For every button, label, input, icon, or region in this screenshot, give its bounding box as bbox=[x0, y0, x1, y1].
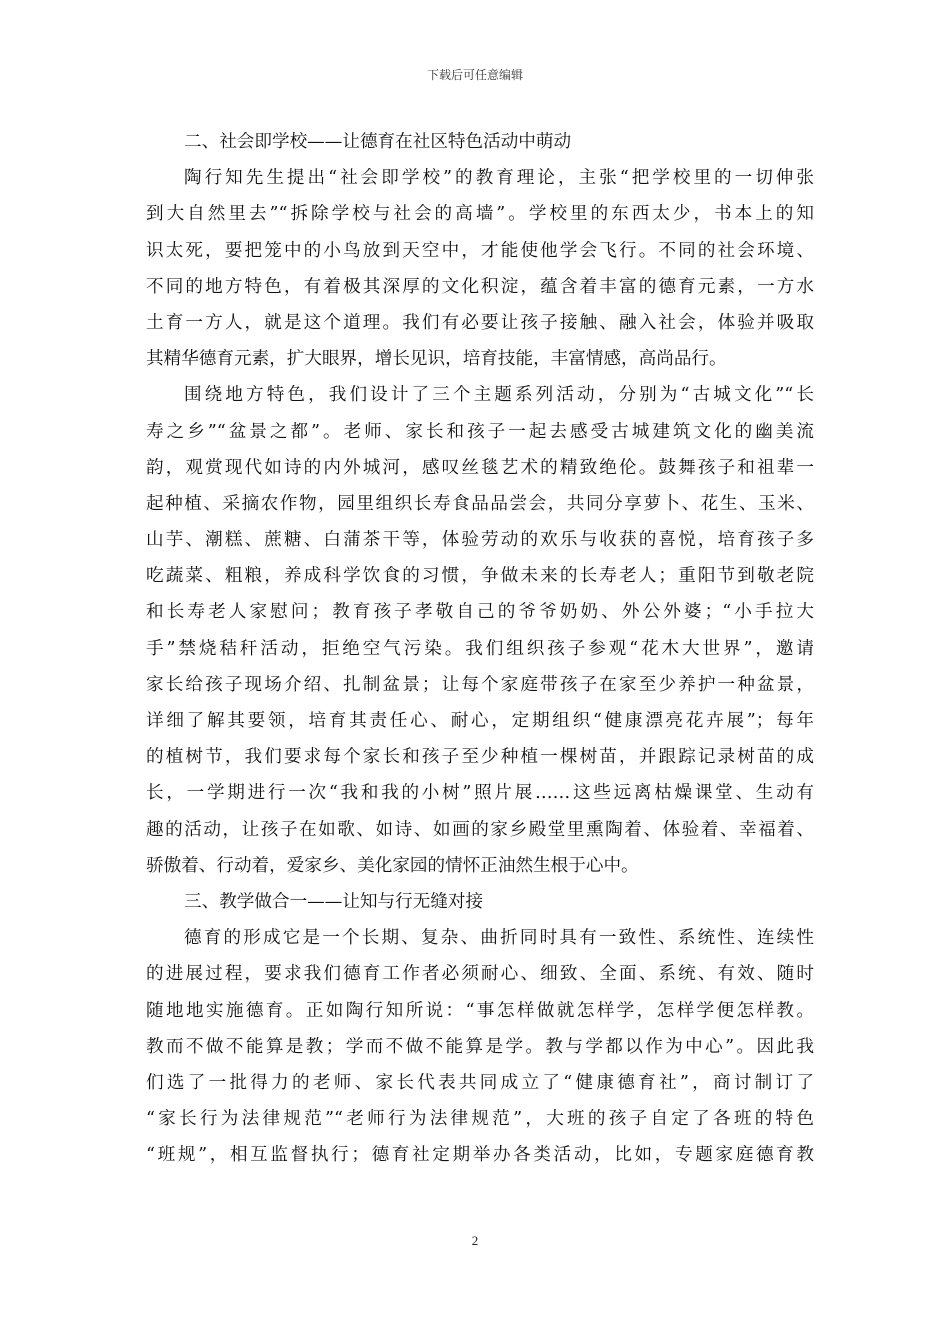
paragraph-line: 土育一方人，就是这个道理。我们有必要让孩子接触、融入社会，体验并吸取 bbox=[146, 312, 814, 333]
document-body bbox=[146, 124, 814, 1173]
paragraph-line: 山芋、潮糕、蔗糖、白蒲茶干等，体验劳动的欢乐与收获的喜悦，培育孩子多 bbox=[146, 530, 814, 551]
paragraph-line: 随地地实施德育。正如陶行知所说：“事怎样做就怎样学，怎样学便怎样教。 bbox=[146, 1000, 814, 1021]
paragraph-line: 和长寿老人家慰问；教育孩子孝敬自己的爷爷奶奶、外公外婆；“小手拉大 bbox=[146, 602, 814, 623]
paragraph-line: 骄傲着、行动着，爱家乡、美化家园的情怀正油然生根于心中。 bbox=[146, 855, 639, 876]
paragraph-line: 德育的形成它是一个长期、复杂、曲折同时具有一致性、系统性、连续性 bbox=[184, 928, 814, 949]
paragraph-line: 教而不做不能算是教；学而不做不能算是学。教与学都以作为中心”。因此我 bbox=[146, 1036, 814, 1057]
paragraph-line: 长，一学期进行一次“我和我的小树”照片展……这些远离枯燥课堂、生动有 bbox=[146, 783, 814, 804]
paragraph-line: “班规”，相互监督执行；德育社定期举办各类活动，比如，专题家庭德育教 bbox=[146, 1145, 814, 1166]
paragraph-line: 识太死，要把笼中的小鸟放到天空中，才能使他学会飞行。不同的社会环境、 bbox=[146, 240, 814, 261]
paragraph-line: 陶行知先生提出“社会即学校”的教育理论，主张“把学校里的一切伸张 bbox=[184, 168, 814, 189]
paragraph-line: 到大自然里去”“拆除学校与社会的高墙”。学校里的东西太少，书本上的知 bbox=[146, 204, 814, 225]
paragraph-line: 的进展过程，要求我们德育工作者必须耐心、细致、全面、系统、有效、随时 bbox=[146, 964, 814, 985]
paragraph-line: 起种植、采摘农作物，园里组织长寿食品品尝会，共同分享萝卜、花生、玉米、 bbox=[146, 493, 814, 514]
paragraph-line: 其精华德育元素，扩大眼界，增长见识，培育技能，丰富情感，高尚品行。 bbox=[146, 349, 727, 370]
paragraph-line: 围绕地方特色，我们设计了三个主题系列活动，分别为“古城文化”“长 bbox=[184, 385, 814, 406]
paragraph-line: 的植树节，我们要求每个家长和孩子至少种植一棵树苗，并跟踪记录树苗的成 bbox=[146, 747, 814, 768]
paragraph-line: 手”禁烧秸秆活动，拒绝空气污染。我们组织孩子参观“花木大世界”，邀请 bbox=[146, 638, 814, 659]
paragraph-line: 详细了解其要领，培育其责任心、耐心，定期组织“健康漂亮花卉展”；每年 bbox=[146, 711, 814, 731]
page-number: 2 bbox=[471, 1233, 479, 1248]
page-header: 下载后可任意编辑 bbox=[426, 68, 523, 82]
paragraph-line: 韵，观赏现代如诗的内外城河，感叹丝毯艺术的精致绝伦。鼓舞孩子和祖辈一 bbox=[146, 457, 814, 478]
paragraph-line: 寿之乡”“盆景之都”。老师、家长和孩子一起去感受古城建筑文化的幽美流 bbox=[146, 421, 814, 442]
paragraph-line: 不同的地方特色，有着极其深厚的文化积淀，蕴含着丰富的德育元素，一方水 bbox=[146, 276, 814, 297]
paragraph-line: 家长给孩子现场介绍、扎制盆景；让每个家庭带孩子在家至少养护一种盆景， bbox=[146, 674, 814, 695]
section-heading: 二、社会即学校——让德育在社区特色活动中萌动 bbox=[184, 132, 572, 152]
paragraph-line: 吃蔬菜、粗粮，养成科学饮食的习惯，争做未来的长寿老人；重阳节到敬老院 bbox=[146, 566, 814, 587]
paragraph-line: 们选了一批得力的老师、家长代表共同成立了“健康德育社”，商讨制订了 bbox=[146, 1072, 814, 1093]
section-heading: 三、教学做合一——让知与行无缝对接 bbox=[184, 891, 484, 912]
paragraph-line: 趣的活动，让孩子在如歌、如诗、如画的家乡殿堂里熏陶着、体验着、幸福着、 bbox=[146, 819, 814, 840]
paragraph-line: “家长行为法律规范”“老师行为法律规范”，大班的孩子自定了各班的特色 bbox=[146, 1109, 814, 1130]
